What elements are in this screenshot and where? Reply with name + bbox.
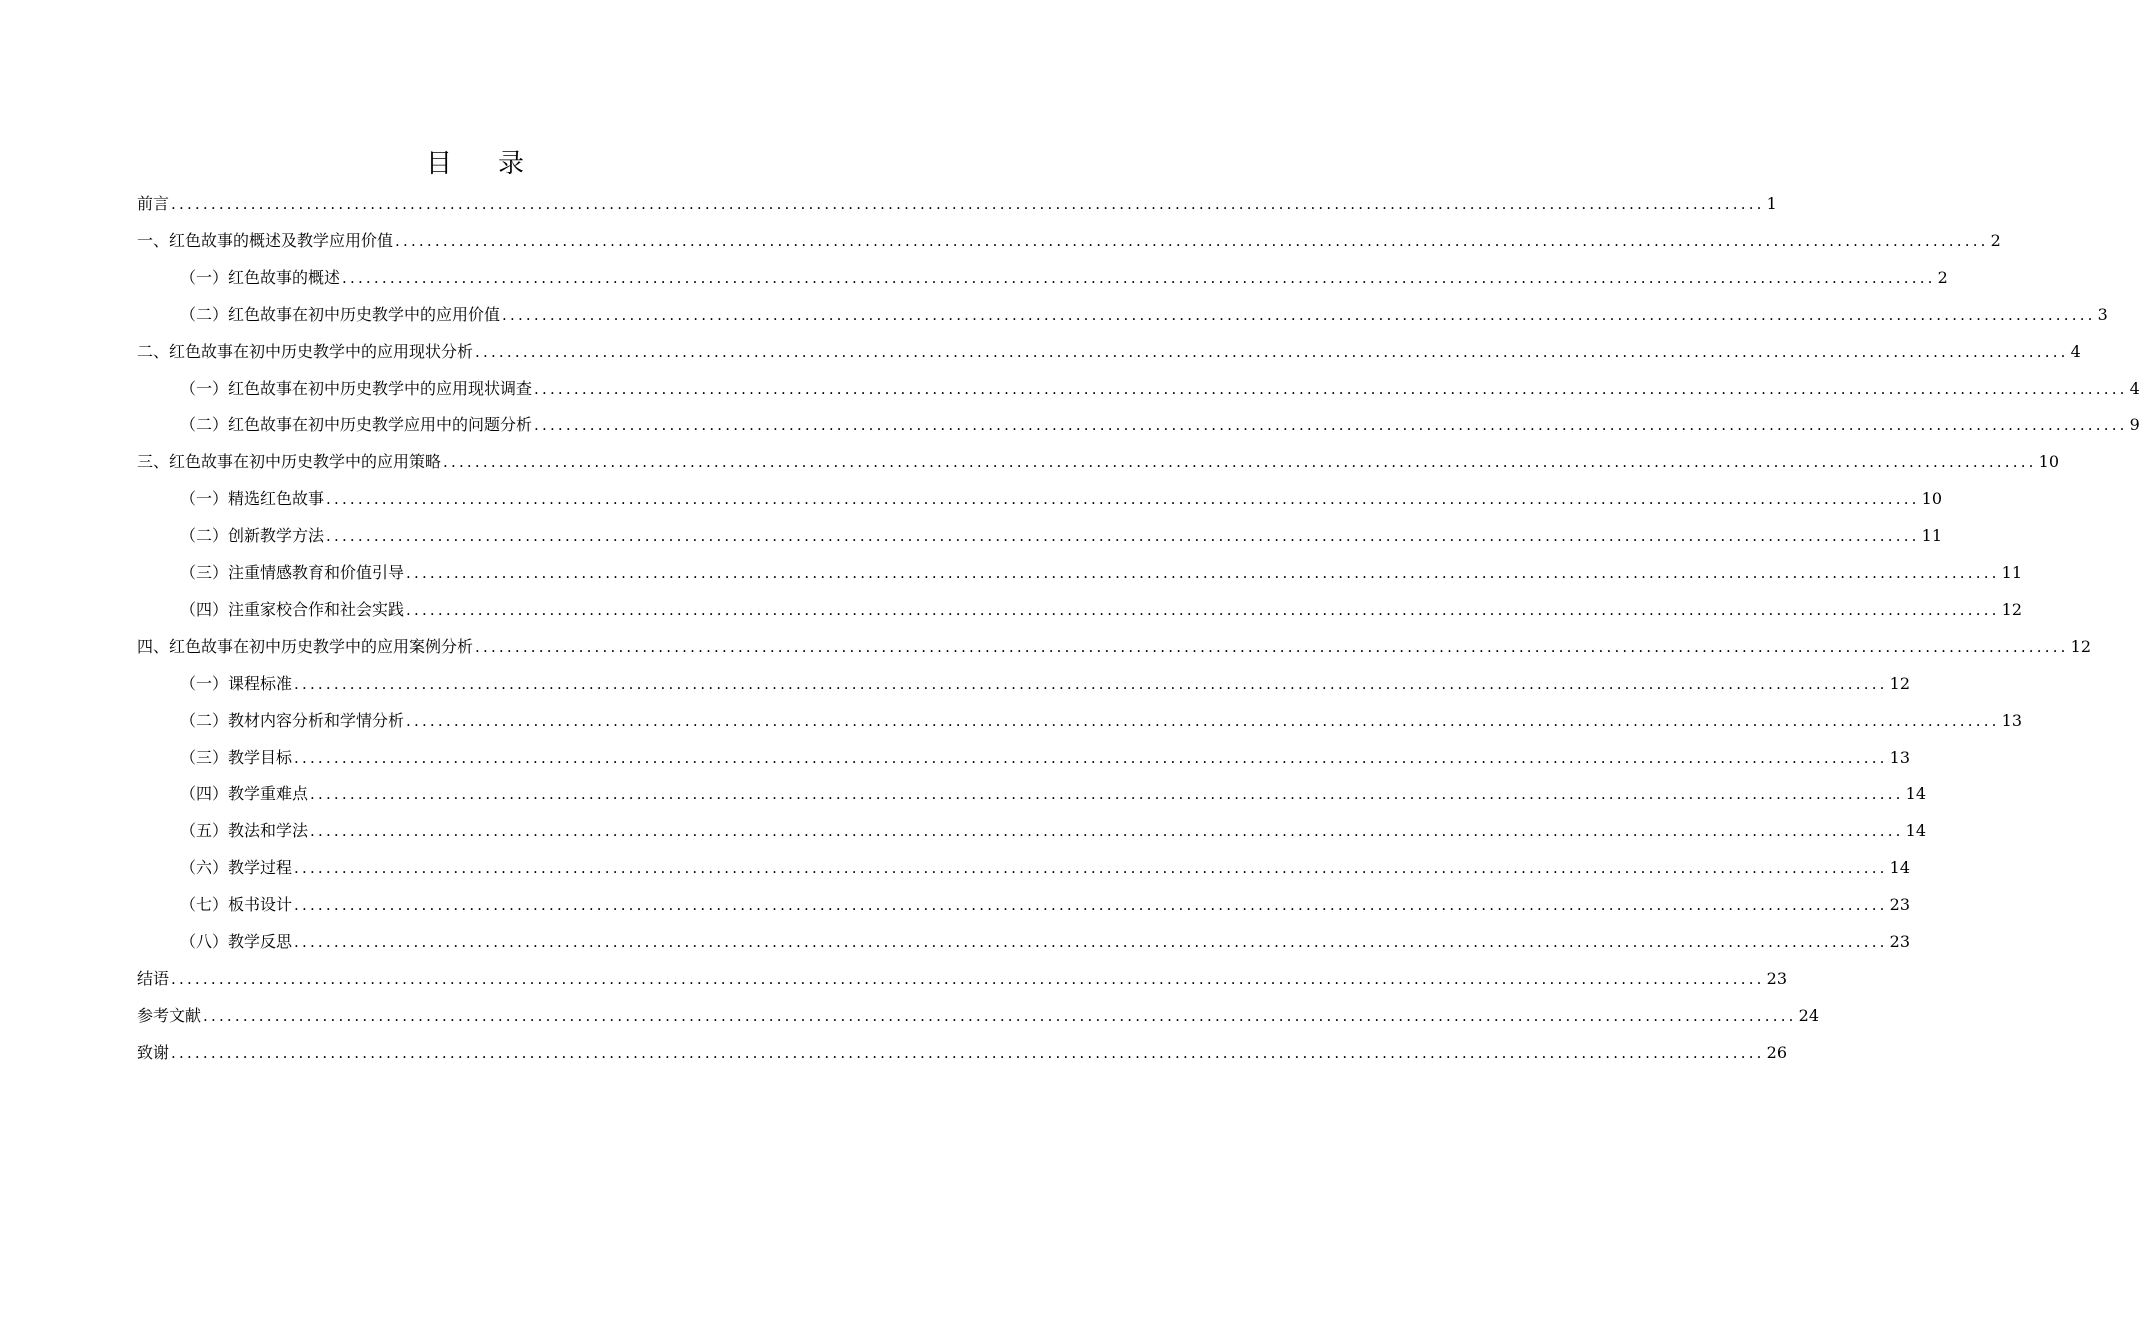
- toc-leader-dots: ........................................................................................................................................................................................................: [342, 268, 1936, 287]
- toc-entry-label: （二）教材内容分析和学情分析: [180, 710, 405, 730]
- toc-entry-page-number: 14: [1905, 784, 1926, 804]
- toc-entry-label: （四）注重家校合作和社会实践: [180, 599, 405, 619]
- toc-entry-page-number: 13: [2001, 710, 2022, 730]
- toc-entry[interactable]: [180, 413, 2140, 437]
- toc-entry-label: （六）教学过程: [180, 858, 293, 878]
- toc-entry[interactable]: [180, 746, 1910, 770]
- toc-entry-page-number: 14: [1889, 858, 1910, 878]
- toc-entry-page-number: 9: [2129, 415, 2140, 435]
- toc-entry-label: 二、红色故事在初中历史教学中的应用现状分析: [137, 341, 474, 361]
- toc-entry[interactable]: [137, 450, 2059, 474]
- toc-leader-dots: ........................................................................................................................................................................................................: [475, 637, 2069, 656]
- toc-entry-page-number: 2: [1990, 230, 2001, 250]
- toc-entry-page-number: 3: [2097, 304, 2108, 324]
- toc-leader-dots: ........................................................................................................................................................................................................: [171, 1043, 1765, 1062]
- toc-entry-page-number: 13: [1889, 747, 1910, 767]
- toc-entry-label: 致谢: [137, 1042, 170, 1062]
- toc-entry-label: （二）红色故事在初中历史教学应用中的问题分析: [180, 415, 533, 435]
- toc-title: [0, 146, 950, 182]
- toc-entry-page-number: 24: [1798, 1005, 1819, 1025]
- toc-entry-page-number: 12: [2070, 636, 2091, 656]
- toc-leader-dots: ........................................................................................................................................................................................................: [310, 785, 1904, 804]
- toc-leader-dots: ........................................................................................................................................................................................................: [294, 674, 1888, 693]
- toc-leader-dots: ........................................................................................................................................................................................................: [326, 527, 1920, 546]
- toc-leader-dots: ........................................................................................................................................................................................................: [534, 416, 2128, 435]
- toc-entry-label: 三、红色故事在初中历史教学中的应用策略: [137, 452, 442, 472]
- toc-entry-page-number: 10: [2038, 452, 2059, 472]
- toc-entry-label: 结语: [137, 968, 170, 988]
- toc-entry[interactable]: [137, 340, 2081, 364]
- toc-entry[interactable]: [180, 524, 1942, 548]
- toc-entry-page-number: 23: [1766, 968, 1787, 988]
- toc-entry-page-number: 12: [1889, 673, 1910, 693]
- toc-entry-page-number: 23: [1889, 932, 1910, 951]
- toc-leader-dots: ........................................................................................................................................................................................................: [171, 195, 1765, 213]
- toc-entry[interactable]: [180, 782, 1926, 806]
- toc-leader-dots: ........................................................................................................................................................................................................: [294, 896, 1888, 915]
- toc-entry-label: 前言: [137, 194, 170, 213]
- toc-entry-label: （二）红色故事在初中历史教学中的应用价值: [180, 304, 501, 324]
- toc-entry[interactable]: [180, 819, 1926, 843]
- toc-entry[interactable]: [180, 377, 2140, 401]
- toc-entry-label: （一）精选红色故事: [180, 489, 325, 509]
- toc-leader-dots: ........................................................................................................................................................................................................: [326, 490, 1920, 509]
- toc-leader-dots: ........................................................................................................................................................................................................: [502, 305, 2096, 324]
- toc-entry[interactable]: [180, 303, 2108, 327]
- toc-title-char-2: 录: [498, 149, 525, 179]
- toc-leader-dots: ........................................................................................................................................................................................................: [294, 933, 1888, 951]
- toc-leader-dots: ........................................................................................................................................................................................................: [406, 600, 2000, 619]
- toc-leader-dots: ........................................................................................................................................................................................................: [203, 1006, 1797, 1025]
- toc-entry[interactable]: [180, 561, 2022, 585]
- toc-entry[interactable]: [137, 967, 1787, 991]
- toc-entry-page-number: 11: [2001, 563, 2022, 582]
- toc-entry-label: 参考文献: [137, 1005, 202, 1025]
- toc-entry-label: （一）红色故事的概述: [180, 267, 341, 287]
- toc-leader-dots: ........................................................................................................................................................................................................: [475, 342, 2069, 361]
- toc-entry[interactable]: [180, 266, 1948, 290]
- toc-entry[interactable]: [180, 856, 1910, 880]
- toc-title-char-1: 目: [425, 149, 452, 179]
- toc-entry-page-number: 23: [1889, 895, 1910, 915]
- toc-entry-label: （三）注重情感教育和价值引导: [180, 563, 405, 582]
- toc-entry[interactable]: [137, 1004, 1819, 1028]
- toc-leader-dots: ........................................................................................................................................................................................................: [395, 231, 1989, 250]
- toc-entry[interactable]: [137, 229, 2001, 253]
- toc-leader-dots: ........................................................................................................................................................................................................: [406, 564, 2000, 582]
- toc-entry-label: （四）教学重难点: [180, 784, 309, 804]
- toc-entry[interactable]: [137, 1041, 1787, 1065]
- toc-entry[interactable]: [180, 598, 2022, 622]
- toc-leader-dots: ........................................................................................................................................................................................................: [294, 748, 1888, 767]
- toc-entry-label: 一、红色故事的概述及教学应用价值: [137, 230, 394, 250]
- toc-entry-page-number: 1: [1766, 194, 1777, 213]
- toc-entry[interactable]: [137, 635, 2091, 659]
- toc-entry-page-number: 26: [1766, 1042, 1787, 1062]
- toc-entry-label: 四、红色故事在初中历史教学中的应用案例分析: [137, 636, 474, 656]
- toc-entry-page-number: 10: [1921, 489, 1942, 509]
- toc-entry-label: （二）创新教学方法: [180, 526, 325, 546]
- toc-entry[interactable]: [180, 487, 1942, 511]
- toc-entry-label: （三）教学目标: [180, 747, 293, 767]
- toc-entry-label: （七）板书设计: [180, 895, 293, 915]
- toc-entry-page-number: 2: [1937, 267, 1948, 287]
- toc-leader-dots: ........................................................................................................................................................................................................: [534, 379, 2128, 398]
- toc-entry-page-number: 4: [2129, 378, 2140, 398]
- toc-entry[interactable]: [180, 709, 2022, 733]
- toc-leader-dots: ........................................................................................................................................................................................................: [294, 859, 1888, 878]
- toc-entry-label: （八）教学反思: [180, 932, 293, 951]
- toc-entry-page-number: 12: [2001, 599, 2022, 619]
- toc-leader-dots: ........................................................................................................................................................................................................: [406, 711, 2000, 730]
- toc-entry-page-number: 11: [1921, 526, 1942, 546]
- toc-entry[interactable]: [180, 893, 1910, 917]
- toc-leader-dots: ........................................................................................................................................................................................................: [171, 969, 1765, 988]
- toc-entry-label: （一）红色故事在初中历史教学中的应用现状调查: [180, 378, 533, 398]
- toc-entry-page-number: 14: [1905, 821, 1926, 841]
- toc-entry[interactable]: [180, 672, 1910, 696]
- toc-leader-dots: ........................................................................................................................................................................................................: [443, 453, 2037, 472]
- toc-entry[interactable]: [137, 192, 1777, 216]
- toc-entry-page-number: 4: [2070, 341, 2081, 361]
- toc-leader-dots: ........................................................................................................................................................................................................: [310, 822, 1904, 841]
- toc-entry-label: （一）课程标准: [180, 673, 293, 693]
- toc-entry-label: （五）教法和学法: [180, 821, 309, 841]
- toc-entry[interactable]: [180, 930, 1910, 954]
